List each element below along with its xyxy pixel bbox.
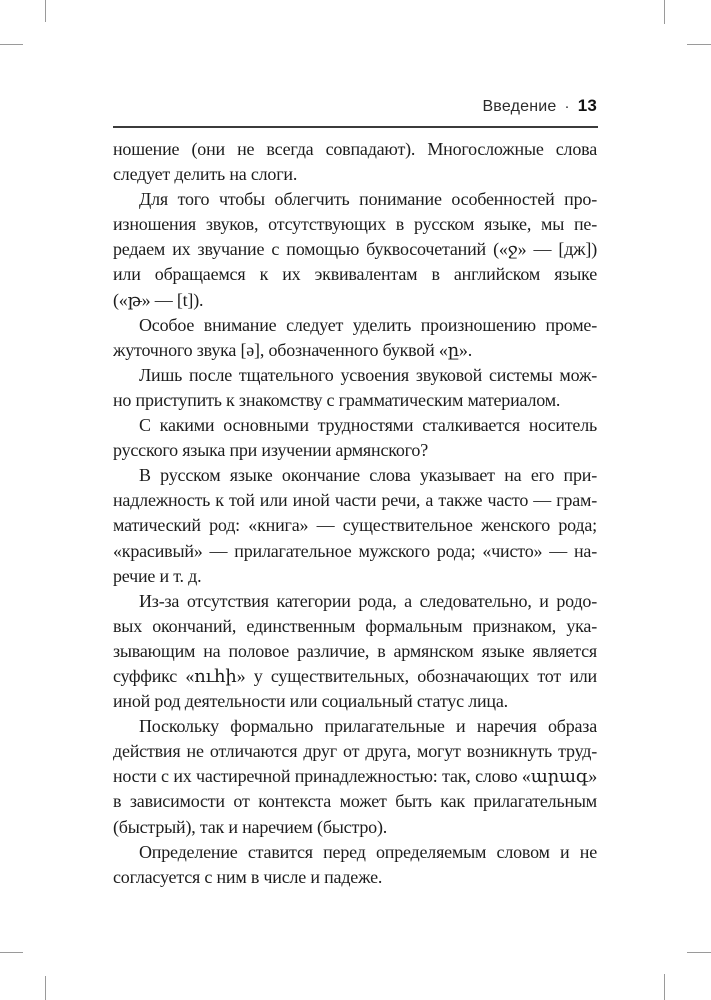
text-line: («թ» — [t]). xyxy=(113,289,204,310)
header-rule xyxy=(113,126,598,128)
text-line: Из-за отсутствия категории рода, а следовательно, и родо- xyxy=(139,590,597,611)
crop-mark-bottom-right-vertical xyxy=(664,974,665,1000)
text-line: действия не отличаются друг от друга, могут возникнуть труд- xyxy=(113,741,597,762)
text-line: следует делить на слоги. xyxy=(113,164,298,185)
text-line: (быстрый), так и наречием (быстро). xyxy=(113,816,388,837)
text-line: матический род: «книга» — существительное женского рода; xyxy=(113,515,597,536)
text-line: Особое внимание следует уделить произношению проме- xyxy=(139,314,597,335)
text-line: В русском языке окончание слова указывает на его при- xyxy=(139,465,597,486)
crop-mark-bottom-left-horizontal xyxy=(0,952,23,953)
text-line: вых окончаний, единственным формальным признаком, ука- xyxy=(113,615,597,636)
text-line: зывающим на половое различие, в армянском языке является xyxy=(113,640,597,661)
text-line: согласуется с ним в числе и падеже. xyxy=(113,866,383,887)
crop-mark-top-left-horizontal xyxy=(0,44,23,45)
text-line: в зависимости от контекста может быть как прилагательным xyxy=(113,791,597,812)
text-line: «красивый» — прилагательное мужского рода; «чисто» — на- xyxy=(113,540,597,561)
crop-mark-bottom-left-vertical xyxy=(45,976,46,1000)
crop-mark-top-right-horizontal xyxy=(687,44,711,45)
text-line: или обращаемся к их эквивалентам в английском языке xyxy=(113,264,597,285)
text-line: иной род деятельности или социальный статус лица. xyxy=(113,691,508,712)
text-line: Лишь после тщательного усвоения звуковой системы мож- xyxy=(139,364,597,385)
crop-mark-top-right-vertical xyxy=(664,0,665,24)
header-separator-dot: · xyxy=(564,98,570,115)
text-line: С какими основными трудностями сталкивается носитель xyxy=(139,415,597,436)
page-number: 13 xyxy=(577,96,597,115)
text-line: надлежность к той или иной части речи, а также часто — грам- xyxy=(113,490,597,511)
text-line: но приступить к знакомству с грамматическим материалом. xyxy=(113,389,561,410)
text-line: суффикс «ուհի» у существительных, обозначающих тот или xyxy=(113,665,597,686)
text-line: ности с их частиречной принадлежностью: так, слово «արագ» xyxy=(113,766,597,787)
page-body xyxy=(113,137,597,890)
text-line: жуточного звука [ə], обозначенного буквой «ը». xyxy=(113,339,473,360)
crop-mark-top-left-vertical xyxy=(45,0,46,22)
text-line: ношение (они не всегда совпадают). Многосложные слова xyxy=(113,139,597,159)
text-line: Для того чтобы облегчить понимание особенностей про- xyxy=(139,189,597,210)
text-line: Поскольку формально прилагательные и наречия образа xyxy=(139,716,597,737)
text-line: Определение ставится перед определяемым словом и не xyxy=(139,841,597,862)
text-line: редаем их звучание с помощью буквосочетаний («ջ» — [дж]) xyxy=(113,239,597,260)
text-line: русского языка при изучении армянского? xyxy=(113,440,428,461)
text-line: речие и т. д. xyxy=(113,565,202,586)
section-title: Введение xyxy=(482,98,557,115)
crop-mark-bottom-right-horizontal xyxy=(687,952,711,953)
text-line: изношения звуков, отсутствующих в русском языке, мы пе- xyxy=(113,214,597,235)
running-head xyxy=(113,96,597,116)
